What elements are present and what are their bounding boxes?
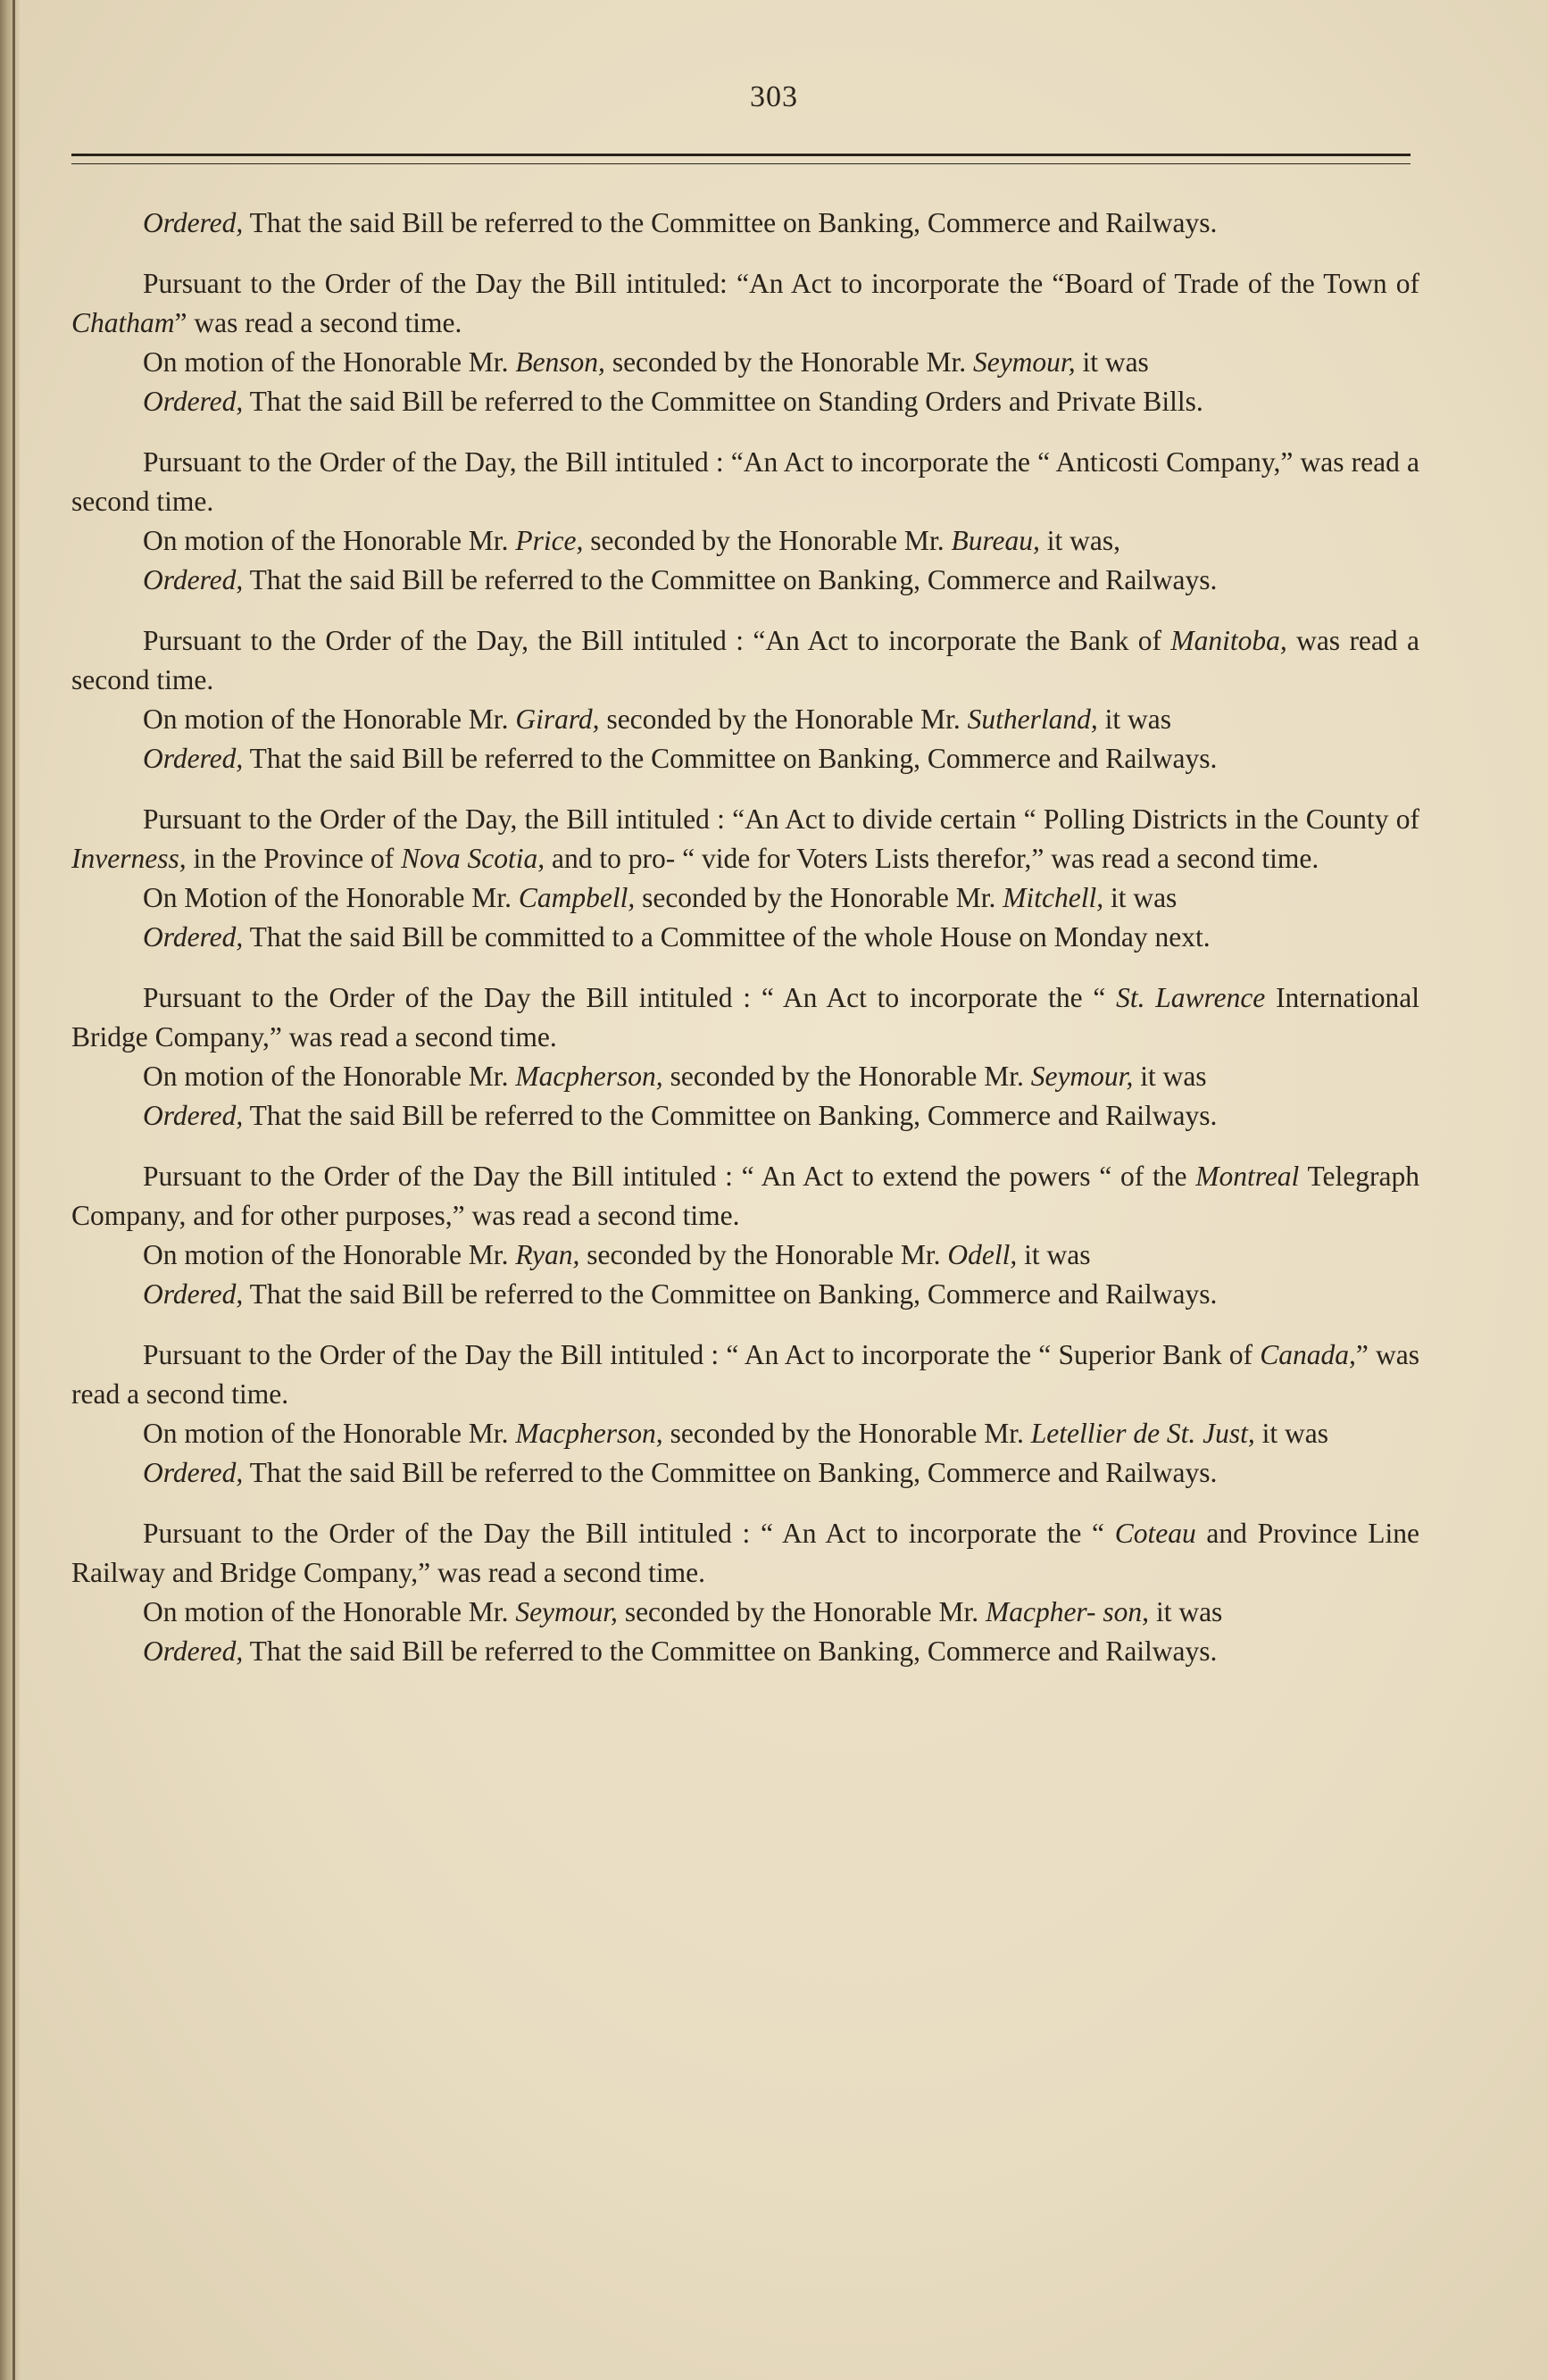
text-run: seconded by the Honorable Mr. — [599, 703, 968, 735]
text-run: it was — [1133, 1061, 1207, 1092]
italic-text: Ordered, — [143, 386, 244, 417]
text-run: On motion of the Honorable Mr. — [143, 1596, 516, 1627]
text-run: That the said Bill be referred to the Committee on Banking, Commerce and Railways. — [243, 1100, 1218, 1131]
italic-text: Seymour, — [515, 1596, 618, 1627]
italic-text: Sutherland, — [967, 703, 1098, 735]
italic-text: Macpher- son, — [985, 1596, 1150, 1627]
italic-text: Benson, — [515, 346, 605, 378]
reading-paragraph — [71, 264, 1419, 343]
text-run: Telegraph Company, and for other purposes,” was read a second time. — [71, 1161, 1419, 1231]
motion-paragraph — [71, 521, 1419, 561]
journal-entry — [71, 1157, 1419, 1314]
italic-text: Ordered, — [143, 921, 244, 953]
reading-paragraph — [71, 1514, 1419, 1593]
italic-text: Montreal — [1195, 1161, 1300, 1192]
italic-text: Ordered, — [143, 743, 244, 774]
order-paragraph — [71, 1453, 1419, 1493]
italic-text: Seymour, — [1030, 1061, 1134, 1092]
text-run: it was — [1149, 1596, 1223, 1627]
italic-text: Girard, — [515, 703, 600, 735]
italic-text: Canada, — [1260, 1339, 1356, 1370]
text-run: On motion of the Honorable Mr. — [143, 1418, 516, 1449]
text-run: seconded by the Honorable Mr. — [604, 346, 973, 378]
journal-entry — [71, 800, 1419, 957]
italic-text: Ordered, — [143, 1278, 244, 1310]
italic-text: Campbell, — [518, 882, 636, 913]
text-run: On Motion of the Honorable Mr. — [143, 882, 519, 913]
text-run: and Province Line Railway and Bridge Company,” was read a second time. — [71, 1518, 1419, 1588]
text-run: That the said Bill be referred to the Committee on Banking, Commerce and Railways. — [243, 1457, 1218, 1488]
text-run: On motion of the Honorable Mr. — [143, 1239, 516, 1270]
order-paragraph — [71, 739, 1419, 778]
text-run: it was — [1017, 1239, 1091, 1270]
text-run: On motion of the Honorable Mr. — [143, 525, 516, 556]
italic-text: Ryan, — [515, 1239, 580, 1270]
order-paragraph — [71, 382, 1419, 421]
motion-paragraph — [71, 1236, 1419, 1275]
text-run: ” was read a second time. — [174, 307, 462, 338]
italic-text: Ordered, — [143, 564, 244, 595]
text-run: Pursuant to the Order of the Day, the Bill intituled : “An Act to incorporate the Bank of — [143, 625, 1171, 656]
order-paragraph — [71, 561, 1419, 600]
motion-paragraph — [71, 1414, 1419, 1453]
journal-body — [71, 204, 1419, 1693]
italic-text: St. Lawrence — [1116, 982, 1266, 1013]
book-spine-shadow — [0, 0, 20, 2380]
text-run: That the said Bill be referred to the Committee on Banking, Commerce and Railways. — [243, 564, 1218, 595]
italic-text: Seymour, — [972, 346, 1076, 378]
reading-paragraph — [71, 621, 1419, 700]
italic-text: Ordered, — [143, 207, 244, 238]
text-run: it was — [1254, 1418, 1329, 1449]
text-run: That the said Bill be referred to the Committee on Banking, Commerce and Railways. — [243, 1635, 1218, 1667]
text-run: seconded by the Honorable Mr. — [662, 1418, 1031, 1449]
text-run: Pursuant to the Order of the Day the Bill intituled : “ An Act to extend the powers “ of the — [143, 1161, 1196, 1192]
text-run: Pursuant to the Order of the Day the Bill intituled : “ An Act to incorporate the “ — [143, 982, 1117, 1013]
page-number: 303 — [750, 80, 798, 113]
text-run: seconded by the Honorable Mr. — [583, 525, 952, 556]
text-run: seconded by the Honorable Mr. — [635, 882, 1003, 913]
italic-text: Ordered, — [143, 1635, 244, 1667]
text-run: That the said Bill be committed to a Committee of the whole House on Monday next. — [243, 921, 1211, 953]
order-paragraph — [71, 1275, 1419, 1314]
text-run: it was — [1075, 346, 1149, 378]
text-run: That the said Bill be referred to the Committee on Banking, Commerce and Railways. — [243, 1278, 1218, 1310]
text-run: On motion of the Honorable Mr. — [143, 346, 516, 378]
journal-entry — [71, 204, 1419, 243]
reading-paragraph — [71, 443, 1419, 521]
text-run: That the said Bill be referred to the Committee on Banking, Commerce and Railways. — [243, 743, 1218, 774]
text-run: it was — [1097, 703, 1171, 735]
order-paragraph — [71, 1632, 1419, 1671]
italic-text: Ordered, — [143, 1100, 244, 1131]
text-run: Pursuant to the Order of the Day the Bill intituled : “ An Act to incorporate the “ Superior Bank of — [143, 1339, 1261, 1370]
italic-text: Price, — [515, 525, 584, 556]
motion-paragraph — [71, 343, 1419, 382]
journal-entry — [71, 264, 1419, 421]
text-run: and to pro- “ vide for Voters Lists therefor,” was read a second time. — [545, 843, 1319, 874]
text-run: That the said Bill be referred to the Committee on Standing Orders and Private Bills. — [243, 386, 1203, 417]
italic-text: Mitchell, — [1003, 882, 1104, 913]
journal-entry — [71, 1336, 1419, 1493]
text-run: On motion of the Honorable Mr. — [143, 703, 516, 735]
binding-line — [12, 0, 15, 2380]
header-rule-thin — [71, 163, 1411, 164]
italic-text: Nova Scotia, — [401, 843, 545, 874]
italic-text: Manitoba, — [1170, 625, 1287, 656]
journal-entry — [71, 443, 1419, 600]
italic-text: Ordered, — [143, 1457, 244, 1488]
text-run: Pursuant to the Order of the Day the Bill intituled: “An Act to incorporate the “Board of Trade of the Town of — [143, 268, 1419, 299]
text-run: seconded by the Honorable Mr. — [579, 1239, 948, 1270]
text-run: Pursuant to the Order of the Day, the Bill intituled : “An Act to incorporate the “ Anticosti Company,” was read a second time. — [71, 446, 1419, 517]
text-run: it was, — [1039, 525, 1121, 556]
text-run: seconded by the Honorable Mr. — [662, 1061, 1031, 1092]
reading-paragraph — [71, 1336, 1419, 1414]
motion-paragraph — [71, 1057, 1419, 1096]
journal-entry — [71, 978, 1419, 1136]
italic-text: Coteau — [1114, 1518, 1196, 1549]
text-run: seconded by the Honorable Mr. — [617, 1596, 986, 1627]
journal-entry — [71, 1514, 1419, 1671]
italic-text: Macpherson, — [515, 1061, 663, 1092]
text-run: ” was read a second time. — [71, 1339, 1419, 1410]
text-run: it was — [1103, 882, 1178, 913]
italic-text: Chatham — [71, 307, 175, 338]
reading-paragraph — [71, 800, 1419, 878]
text-run: International Bridge Company,” was read a second time. — [71, 982, 1419, 1053]
order-paragraph — [71, 204, 1419, 243]
italic-text: Letellier de St. Just, — [1030, 1418, 1255, 1449]
motion-paragraph — [71, 878, 1419, 918]
order-paragraph — [71, 918, 1419, 957]
reading-paragraph — [71, 1157, 1419, 1236]
italic-text: Inverness, — [71, 843, 187, 874]
reading-paragraph — [71, 978, 1419, 1057]
order-paragraph — [71, 1096, 1419, 1136]
text-run: That the said Bill be referred to the Committee on Banking, Commerce and Railways. — [243, 207, 1218, 238]
header-rule-thick — [71, 154, 1411, 156]
text-run: was read a second time. — [71, 625, 1419, 695]
text-run: in the Province of — [186, 843, 402, 874]
text-run: Pursuant to the Order of the Day, the Bill intituled : “An Act to divide certain “ Polling Districts in the County of — [143, 803, 1419, 835]
text-run: On motion of the Honorable Mr. — [143, 1061, 516, 1092]
italic-text: Bureau, — [951, 525, 1040, 556]
motion-paragraph — [71, 1593, 1419, 1632]
motion-paragraph — [71, 700, 1419, 739]
journal-entry — [71, 621, 1419, 778]
italic-text: Odell, — [947, 1239, 1018, 1270]
italic-text: Macpherson, — [515, 1418, 663, 1449]
text-run: Pursuant to the Order of the Day the Bill intituled : “ An Act to incorporate the “ — [143, 1518, 1115, 1549]
